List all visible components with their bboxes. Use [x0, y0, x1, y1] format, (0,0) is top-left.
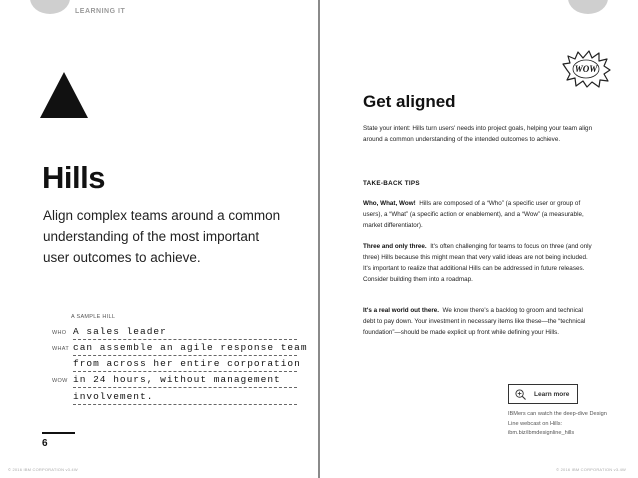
hill-tag: WHO	[52, 330, 67, 336]
hill-line-who	[0, 326, 318, 342]
hill-text: from across her entire corporation	[73, 358, 297, 372]
wow-badge-text: WOW	[574, 64, 598, 74]
page-tab-marker	[30, 0, 70, 14]
section-title: Get aligned	[363, 92, 456, 111]
tips-heading: TAKE-BACK TIPS	[363, 180, 420, 187]
hill-tag: WOW	[52, 378, 68, 384]
intro-paragraph: State your intent: Hills turn users' needs into project goals, helping your team align around a common understanding of the intended outcomes to achieve.	[363, 125, 593, 143]
page-title: Hills	[42, 160, 105, 195]
right-page	[320, 0, 638, 478]
wow-badge-icon	[561, 50, 611, 88]
left-page	[0, 0, 318, 478]
page-number: 6	[42, 438, 48, 449]
tip-title: It's a real world out there.	[363, 307, 440, 314]
side-note: IBMers can watch the deep-dive Design Line webcast on Hills: ibm.biz/ibmdesignline_hills	[508, 411, 607, 436]
hill-text: in 24 hours, without management	[73, 374, 297, 388]
sample-hill-label: A SAMPLE HILL	[71, 314, 116, 320]
copyright: © 2016 IBM CORPORATION v3.4W	[8, 467, 78, 472]
tip-body: It's often challenging for teams to focus on three (and only three) Hills because this might mean that very valid ideas are not being included. It's important to realize that additional Hills can be addressed in future releases. Consider building them into a roadmap.	[363, 243, 592, 283]
tip-three-only	[363, 241, 593, 285]
section-label: LEARNING IT	[75, 8, 126, 15]
triangle-icon	[40, 72, 88, 118]
page-number-rule	[42, 432, 75, 434]
hill-line-wow	[0, 374, 318, 390]
hill-tag: WHAT	[52, 346, 69, 352]
tip-body: Hills are composed of a “Who” (a specific user or group of users), a “What” (a specific action or enablement), and a “Wow” (a measurable, market differentiator).	[363, 200, 584, 229]
hill-text: A sales leader	[73, 326, 297, 340]
copyright: © 2016 IBM CORPORATION v3.4W	[556, 467, 626, 472]
hill-line-what-cont	[0, 358, 318, 374]
tip-who-what-wow	[363, 198, 593, 231]
hill-text: involvement.	[73, 391, 297, 405]
learn-more-button[interactable]	[508, 384, 578, 404]
tip-real-world	[363, 305, 593, 338]
tip-title: Who, What, Wow!	[363, 200, 416, 207]
zoom-plus-icon	[515, 389, 526, 400]
hill-text: can assemble an agile response team	[73, 342, 297, 356]
tip-title: Three and only three.	[363, 243, 427, 250]
hill-line-what	[0, 342, 318, 358]
page-tab-marker	[568, 0, 608, 14]
tip-body: We know there's a backlog to groom and technical debt to pay down. Your investment in necessary items like these—the “technical foundation”—should be made explicit up front while defining your Hills.	[363, 307, 586, 336]
learn-more-label: Learn more	[534, 390, 570, 398]
page-subtitle: Align complex teams around a common understanding of the most important user outcomes to achieve.	[43, 208, 281, 265]
hill-line-wow-cont	[0, 391, 318, 407]
